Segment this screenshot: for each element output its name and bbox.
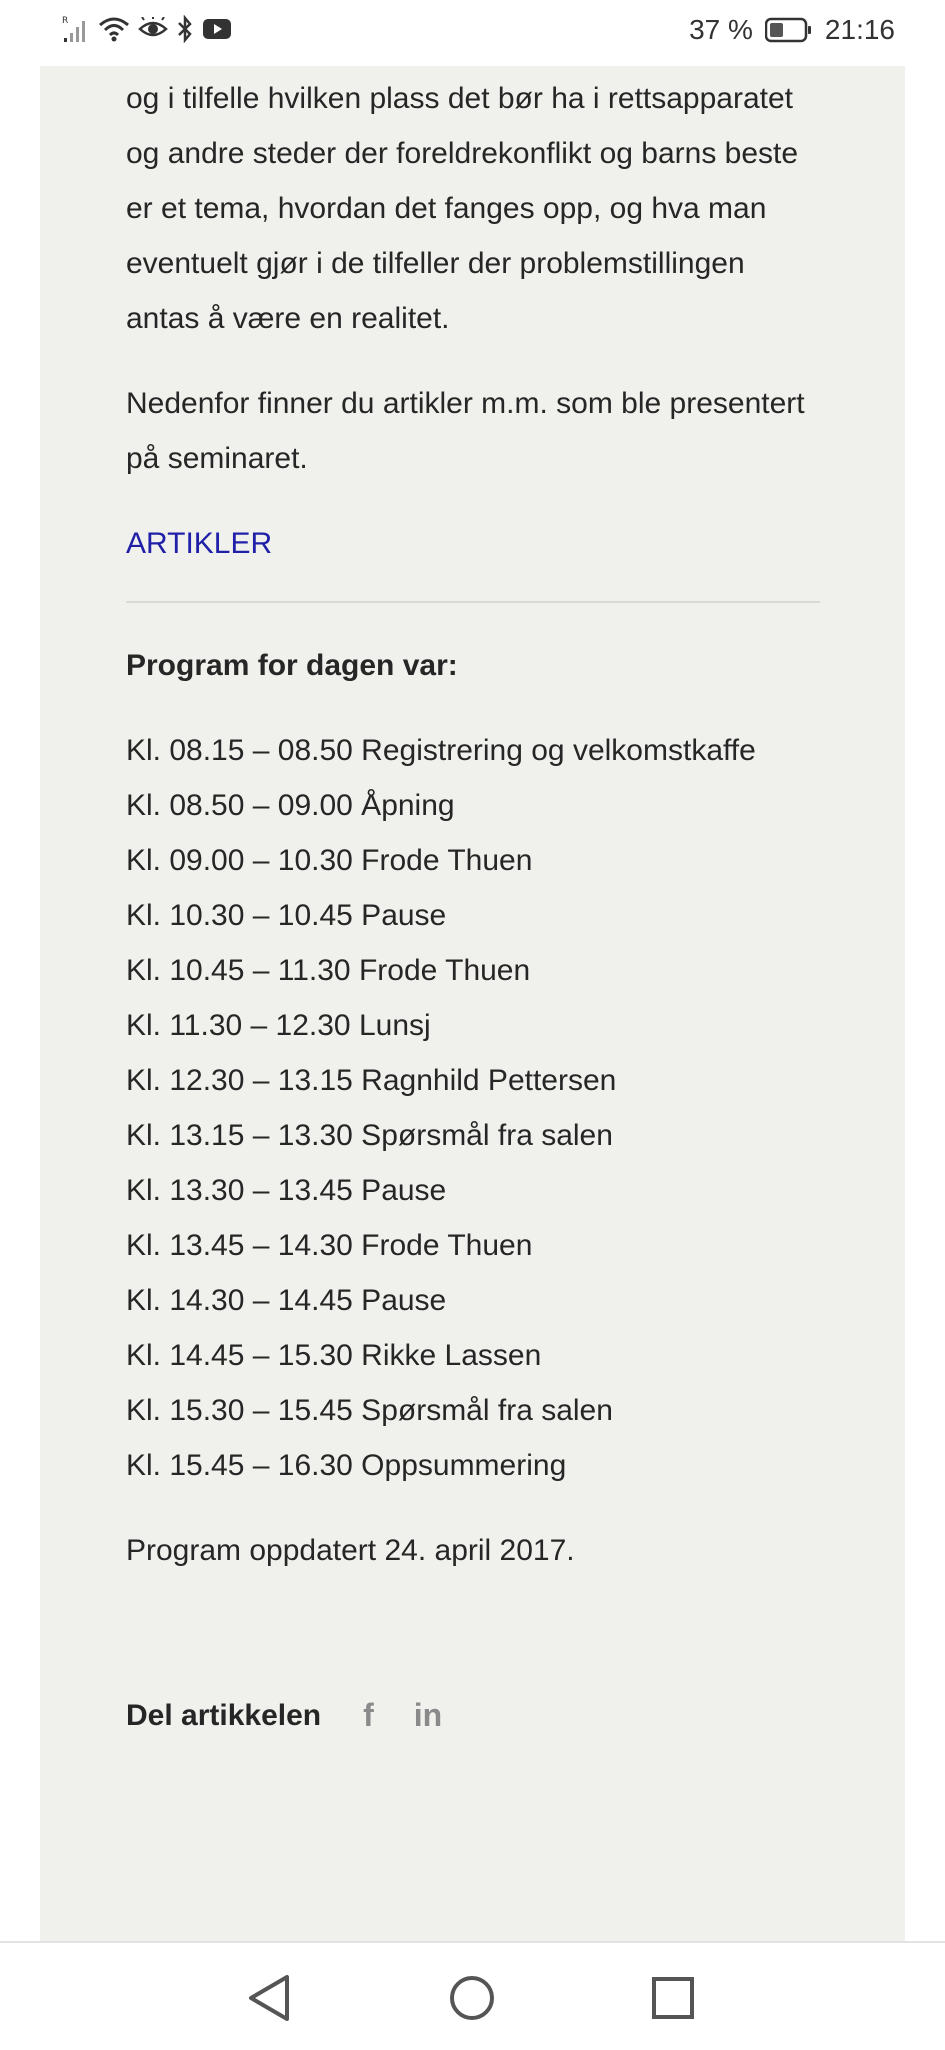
status-bar xyxy=(0,0,945,66)
wifi-icon xyxy=(98,15,130,43)
schedule-item: Kl. 13.45 – 14.30 Frode Thuen xyxy=(126,1229,533,1262)
svg-text:R: R xyxy=(62,16,69,26)
status-icons-right xyxy=(689,14,895,46)
home-icon[interactable] xyxy=(445,1971,499,2025)
schedule-item: Kl. 10.45 – 11.30 Frode Thuen xyxy=(126,954,531,987)
article-paragraph: og i tilfelle hvilken plass det bør ha i rettsapparatet og andre steder der foreldrekonflikt og barns beste er et tema, hvordan det fanges opp, og hva man eventuelt gjør i de tilfeller der problemstillingen antas å være en realitet. xyxy=(126,82,799,335)
article-paragraph: Nedenfor finner du artikler m.m. som ble presentert på seminaret. xyxy=(126,387,805,475)
facebook-icon[interactable]: f xyxy=(363,1697,374,1733)
schedule-item: Kl. 11.30 – 12.30 Lunsj xyxy=(126,1009,431,1042)
battery-icon xyxy=(765,17,813,43)
share-bar xyxy=(126,1688,482,1743)
divider xyxy=(126,601,820,603)
eye-icon xyxy=(138,17,168,41)
schedule-item: Kl. 08.15 – 08.50 Registrering og velkomstkaffe xyxy=(126,734,756,767)
schedule-item: Kl. 09.00 – 10.30 Frode Thuen xyxy=(126,844,533,877)
program-schedule xyxy=(126,723,826,1493)
back-icon[interactable] xyxy=(243,1971,297,2025)
schedule-item: Kl. 14.30 – 14.45 Pause xyxy=(126,1284,447,1317)
article-content xyxy=(126,66,826,1578)
clock: 21:16 xyxy=(824,14,895,45)
linkedin-icon[interactable]: in xyxy=(413,1697,443,1733)
share-label: Del artikkelen xyxy=(126,1698,322,1732)
articles-link[interactable]: ARTIKLER xyxy=(126,527,273,560)
schedule-item: Kl. 13.15 – 13.30 Spørsmål fra salen xyxy=(126,1119,613,1152)
system-nav-bar xyxy=(0,1941,945,2050)
schedule-item: Kl. 13.30 – 13.45 Pause xyxy=(126,1174,447,1207)
schedule-item: Kl. 08.50 – 09.00 Åpning xyxy=(126,789,455,822)
bluetooth-icon xyxy=(176,15,194,43)
signal-icon xyxy=(62,14,90,44)
status-icons-left xyxy=(62,14,232,44)
schedule-item: Kl. 15.30 – 15.45 Spørsmål fra salen xyxy=(126,1394,613,1427)
battery-percent: 37 % xyxy=(689,14,753,45)
schedule-item: Kl. 12.30 – 13.15 Ragnhild Pettersen xyxy=(126,1064,617,1097)
schedule-item: Kl. 10.30 – 10.45 Pause xyxy=(126,899,447,932)
recents-icon[interactable] xyxy=(646,1971,700,2025)
youtube-icon xyxy=(202,17,232,41)
schedule-item: Kl. 14.45 – 15.30 Rikke Lassen xyxy=(126,1339,542,1372)
article-page xyxy=(40,66,905,1941)
program-heading: Program for dagen var: xyxy=(126,649,458,682)
schedule-item: Kl. 15.45 – 16.30 Oppsummering xyxy=(126,1449,567,1482)
program-updated-note: Program oppdatert 24. april 2017. xyxy=(126,1534,575,1567)
